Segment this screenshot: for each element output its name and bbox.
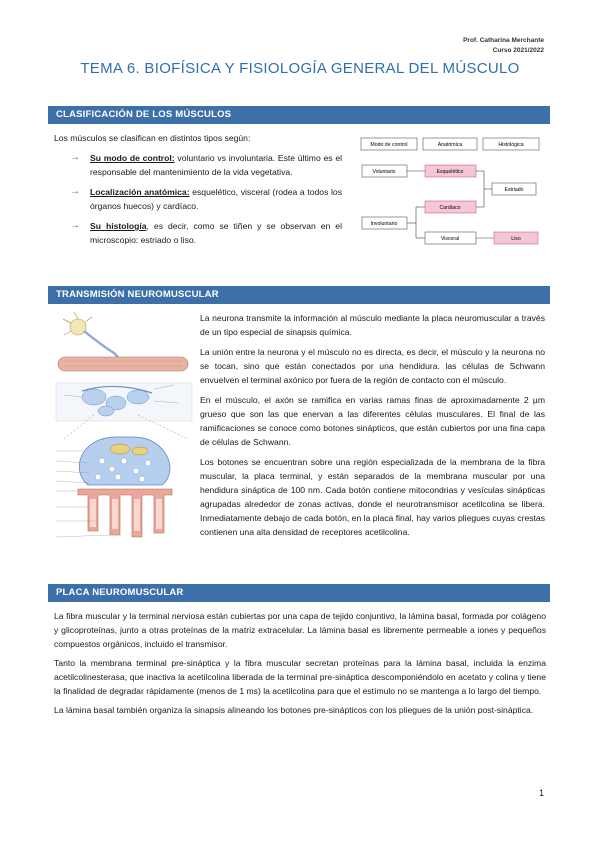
bullet-text: esquelético, visceral (rodea a todos los órganos huecos) y cardíaco. xyxy=(90,187,342,211)
bullet-bold: Su modo de control: xyxy=(90,153,175,163)
paragraph: La neurona transmite la información al músculo mediante la placa neuromuscular a través de un tipo especial de sinapsis química. xyxy=(200,313,545,337)
arrow-icon: → xyxy=(70,220,80,231)
node-involuntario: Involuntario xyxy=(370,221,398,227)
muscle-fiber-shape xyxy=(58,357,188,371)
node-liso: Liso xyxy=(511,236,521,242)
section-heading-placa: PLACA NEUROMUSCULAR xyxy=(48,584,550,602)
bullet-item xyxy=(70,185,342,213)
node-cardiaco: Cardíaco xyxy=(439,205,461,211)
paragraph: Tanto la membrana terminal pre-sináptica y la fibra muscular secretan proteínas para la lámina basal, incluida la enzima acetilcolinesterasa, que inactiva la acetilcolina liberada de la terminal pre-sináptica descomponiéndolo en acetato y colina y tiene la finalidad de degradar rápidamente (menos de 1 ms) la acetilcolina para que el estímulo no se mantenga a lo largo del tiempo. xyxy=(54,658,546,696)
header-modo: Modo de control xyxy=(370,142,408,148)
clasificacion-bullets xyxy=(70,151,342,253)
header-meta xyxy=(463,36,544,56)
clasificacion-intro: Los músculos se clasifican en distintos tipos según: xyxy=(54,133,251,143)
diagram-headers xyxy=(361,138,539,150)
node-esqueletico: Esquelético xyxy=(436,169,464,175)
paragraph: En el músculo, el axón se ramifica en varias ramas finas de aproximadamente 2 µm grueso que son las que enervan a las diferentes células musculares. El final de las ramificaciones se conoce como botones sinápticos, que están cubiertos por una fina capa de células de Schwann. xyxy=(200,395,545,447)
header-anatomica: Anatómica xyxy=(437,142,463,148)
bullet-bold: Su histología xyxy=(90,221,147,231)
author: Prof. Catharina Merchante xyxy=(463,37,544,44)
paragraph: La fibra muscular y la terminal nerviosa están cubiertas por una capa de tejido conjuntivo, la lámina basal, formada por colágeno y glicoproteínas, junto a otras proteínas de la matriz extracelular. La lámina basal es libremente permeable a iones y pequeños compuestos orgánicos, incluido el transmisor. xyxy=(54,611,546,649)
placa-text xyxy=(54,609,546,722)
node-estriado: Estriado xyxy=(504,187,524,193)
header-histologica: Histológica xyxy=(498,142,524,148)
page-title: TEMA 6. BIOFÍSICA Y FISIOLOGÍA GENERAL DEL MÚSCULO xyxy=(80,60,520,77)
node-visceral: Visceral xyxy=(440,236,460,242)
bullet-item xyxy=(70,219,342,247)
postsynaptic-folds-shape xyxy=(78,489,172,537)
classification-diagram xyxy=(360,137,542,249)
bullet-item xyxy=(70,151,342,179)
neuromuscular-junction-illustration xyxy=(54,311,194,555)
arrow-icon: → xyxy=(70,186,80,197)
section-heading-transmision: TRANSMISIÓN NEUROMUSCULAR xyxy=(48,286,550,304)
paragraph: Los botones se encuentran sobre una región especializada de la membrana de la fibra muscular, la placa terminal, y están separados de la membrana muscular por una hendidura sináptica de 100 nm. Cada botón contiene mitocondrias y vesículas sinápticas agrupadas alrededor de zonas activas, donde el neurotransmisor acetilcolina se libera. Inmediatamente debajo de cada botón, en la placa final, hay varios pliegues cuyas crestas contienen una alta densidad de receptores acetilcolina. xyxy=(200,457,545,537)
bouton-detail-shape xyxy=(79,437,170,485)
bullet-bold: Localización anatómica: xyxy=(90,187,190,197)
bullet-text: voluntario vs involuntaria. Este último es el responsable del mantenimiento de la vida vegetativa. xyxy=(90,153,343,177)
section-heading-clasificacion: CLASIFICACIÓN DE LOS MÚSCULOS xyxy=(48,106,550,124)
bullet-text: , es decir, como se tiñen y se observan en el microscopio: estriado o liso. xyxy=(90,221,342,245)
neuron-icon xyxy=(63,312,118,357)
paragraph: La lámina basal también organiza la sinapsis alineando los botones pre-sinápticos con los pliegues de la unión post-sináptica. xyxy=(54,705,534,715)
course: Curso 2021/2022 xyxy=(492,47,544,54)
node-voluntario: Voluntario xyxy=(372,169,396,175)
transmision-text xyxy=(200,311,545,545)
arrow-icon: → xyxy=(70,152,80,163)
page-number: 1 xyxy=(538,788,544,798)
paragraph: La unión entre la neurona y el músculo no es directa, es decir, el músculo y la neurona no se tocan, sino que están conectados por una hendidura. las células de Schwann envuelven el terminal axónico por fuera de la región de contacto con el músculo. xyxy=(200,347,545,385)
